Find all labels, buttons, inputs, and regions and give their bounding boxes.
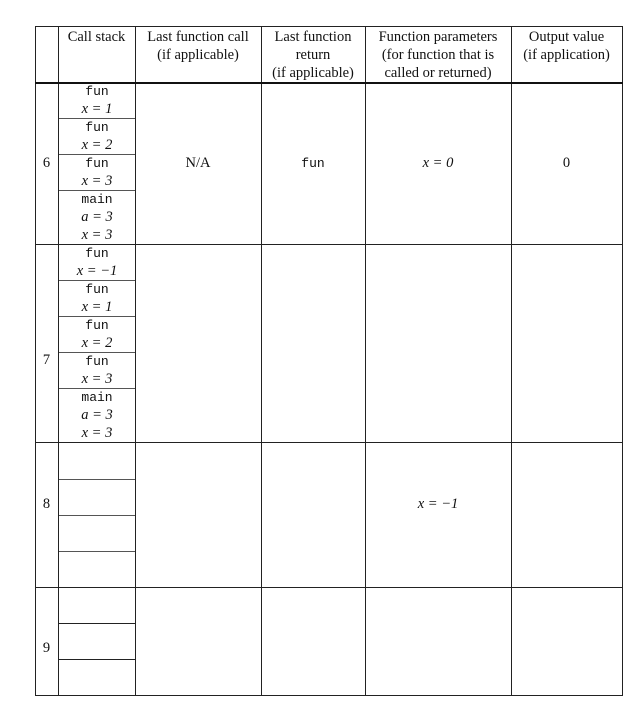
stack-frame	[59, 389, 135, 442]
stack-frame	[59, 353, 135, 388]
header-last-function-call: Last function call (if applicable)	[147, 29, 249, 63]
frame-divider	[59, 515, 135, 516]
row-number: 9	[42, 640, 51, 656]
frame-function-name: fun	[85, 354, 109, 369]
header-output-value: Output value (if application)	[523, 29, 610, 63]
frame-divider	[59, 551, 135, 552]
frame-variable: x = 3	[81, 425, 113, 441]
stack-frame	[59, 281, 135, 316]
frame-variable: x = 1	[81, 101, 113, 117]
frame-function-name: main	[81, 390, 113, 405]
header-function-parameters: Function parameters (for function that is called or returned)	[378, 29, 498, 81]
last-return-value: fun	[301, 156, 325, 171]
frame-variable: x = 3	[81, 173, 113, 189]
stack-frame	[59, 317, 135, 352]
frame-divider	[59, 623, 135, 624]
frame-variable: a = 3	[81, 209, 113, 225]
column-divider	[511, 26, 512, 696]
frame-variable: x = 3	[81, 227, 113, 243]
frame-function-name: fun	[85, 282, 109, 297]
row-divider	[35, 587, 623, 588]
frame-divider	[59, 659, 135, 660]
last-call-value: N/A	[185, 155, 211, 171]
stack-frame	[59, 155, 135, 190]
row-number: 8	[42, 496, 51, 512]
frame-function-name: fun	[85, 318, 109, 333]
header-last-function-return: Last function return (if applicable)	[272, 29, 354, 81]
parameters-value: x = 0	[422, 155, 454, 171]
frame-variable: x = −1	[76, 263, 118, 279]
stack-frame	[59, 191, 135, 244]
call-stack-table	[35, 26, 623, 696]
frame-variable: x = 3	[81, 371, 113, 387]
header-call-stack: Call stack	[67, 29, 126, 45]
frame-divider	[59, 479, 135, 480]
frame-variable: x = 1	[81, 299, 113, 315]
stack-frame	[59, 83, 135, 118]
output-value: 0	[562, 155, 571, 171]
frame-variable: x = 2	[81, 335, 113, 351]
frame-variable: x = 2	[81, 137, 113, 153]
frame-function-name: fun	[85, 246, 109, 261]
frame-variable: a = 3	[81, 407, 113, 423]
frame-function-name: fun	[85, 84, 109, 99]
column-divider	[365, 26, 366, 696]
stack-frame	[59, 245, 135, 280]
frame-function-name: fun	[85, 156, 109, 171]
column-divider	[135, 26, 136, 696]
frame-function-name: fun	[85, 120, 109, 135]
stack-frame	[59, 119, 135, 154]
table-border-bottom	[35, 695, 623, 696]
row-number: 6	[42, 155, 51, 171]
row-divider	[35, 442, 623, 443]
parameters-value: x = −1	[417, 496, 459, 512]
column-divider	[261, 26, 262, 696]
table-border-right	[622, 26, 623, 696]
frame-function-name: main	[81, 192, 113, 207]
row-number: 7	[42, 352, 51, 368]
